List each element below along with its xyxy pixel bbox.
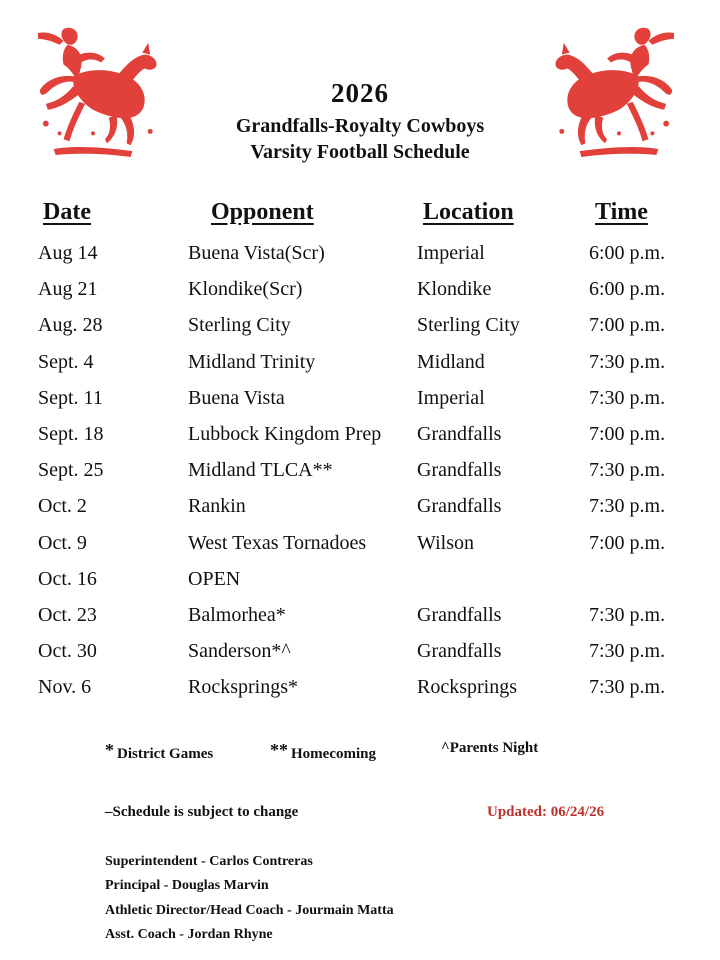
game-location: Sterling City (417, 314, 520, 337)
game-opponent: Sterling City (188, 314, 291, 337)
game-opponent: Buena Vista(Scr) (188, 242, 325, 264)
column-header-location: Location (423, 199, 514, 225)
game-location: Wilson (417, 531, 474, 554)
game-time: 7:00 p.m. (589, 314, 666, 337)
game-time: 6:00 p.m. (589, 242, 666, 264)
game-location: Grandfalls (417, 495, 502, 518)
legend-homecoming-text: Homecoming (291, 746, 376, 762)
schedule-year: 2026 (331, 78, 389, 108)
game-opponent: West Texas Tornadoes (188, 531, 367, 554)
game-opponent: Lubbock Kingdom Prep (188, 422, 382, 445)
staff-superintendent: Superintendent - Carlos Contreras (105, 854, 313, 869)
staff-asst-coach: Asst. Coach - Jordan Rhyne (105, 926, 273, 942)
staff-principal: Principal - Douglas Marvin (105, 878, 269, 894)
schedule-row (0, 312, 720, 348)
game-opponent: Rankin (188, 495, 246, 518)
staff-list (105, 853, 394, 950)
game-time: 7:30 p.m. (589, 495, 666, 518)
game-location: Grandfalls (417, 603, 502, 626)
game-location: Midland (417, 350, 485, 373)
schedule-row (0, 421, 720, 457)
game-time: 7:30 p.m. (589, 676, 666, 699)
game-time: 7:30 p.m. (589, 603, 666, 626)
game-date: Aug. 28 (38, 314, 103, 337)
team-name: Grandfalls-Royalty Cowboys (235, 115, 485, 137)
game-time: 7:30 p.m. (589, 640, 666, 663)
schedule-subtitle: Varsity Football Schedule (250, 141, 470, 163)
game-date: Oct. 16 (38, 567, 97, 590)
game-opponent: Midland TLCA** (188, 459, 333, 482)
schedule-row (0, 349, 720, 385)
game-opponent: Midland Trinity (188, 350, 316, 373)
schedule-row (0, 385, 720, 421)
game-location: Imperial (417, 242, 485, 264)
game-date: Oct. 9 (38, 531, 87, 554)
game-opponent: Klondike(Scr) (188, 278, 303, 301)
game-opponent: OPEN (188, 567, 241, 590)
legend-district-text: District Games (117, 746, 214, 762)
game-date: Sept. 25 (38, 459, 104, 482)
schedule-table (0, 240, 720, 710)
homecoming-symbol: ** (270, 740, 288, 760)
game-date: Sept. 18 (38, 422, 104, 445)
schedule-row (0, 457, 720, 493)
game-time: 6:00 p.m. (589, 278, 666, 301)
column-header-date: Date (43, 199, 91, 225)
schedule-row (0, 493, 720, 529)
staff-athletic-director: Athletic Director/Head Coach - Jourmain Matta (105, 902, 394, 918)
column-header-time: Time (595, 199, 648, 225)
schedule-row (0, 602, 720, 638)
updated-date: Updated: 06/24/26 (487, 804, 605, 820)
schedule-row (0, 240, 720, 276)
legend-district (105, 740, 213, 763)
game-time: 7:30 p.m. (589, 350, 666, 373)
game-time: 7:30 p.m. (589, 459, 666, 482)
schedule-row (0, 566, 720, 602)
schedule-row (0, 276, 720, 312)
game-date: Nov. 6 (38, 676, 92, 699)
game-date: Aug 21 (38, 278, 98, 301)
game-time: 7:30 p.m. (589, 386, 666, 409)
schedule-row (0, 530, 720, 566)
game-location: Klondike (417, 278, 492, 301)
game-date: Sept. 4 (38, 350, 94, 373)
game-date: Aug 14 (38, 242, 98, 264)
game-date: Oct. 2 (38, 495, 87, 518)
schedule-row (0, 674, 720, 710)
game-location: Grandfalls (417, 459, 502, 482)
game-location: Grandfalls (417, 422, 502, 445)
game-opponent: Buena Vista (188, 386, 285, 409)
game-date: Oct. 30 (38, 640, 97, 663)
game-opponent: Rocksprings* (188, 676, 298, 699)
game-opponent: Sanderson*^ (188, 640, 291, 663)
schedule-change-note: –Schedule is subject to change (105, 804, 299, 820)
game-time: 7:00 p.m. (589, 422, 666, 445)
schedule-row (0, 638, 720, 674)
district-symbol: * (105, 740, 114, 760)
legend-homecoming (270, 740, 376, 763)
legend-parents-night: ^Parents Night (441, 740, 539, 756)
game-location: Imperial (417, 386, 485, 409)
game-opponent: Balmorhea* (188, 603, 286, 626)
game-time: 7:00 p.m. (589, 531, 666, 554)
game-date: Oct. 23 (38, 603, 97, 626)
game-location: Grandfalls (417, 640, 502, 663)
game-date: Sept. 11 (38, 386, 103, 409)
column-header-opponent: Opponent (211, 199, 314, 225)
game-location: Rocksprings (417, 676, 517, 699)
